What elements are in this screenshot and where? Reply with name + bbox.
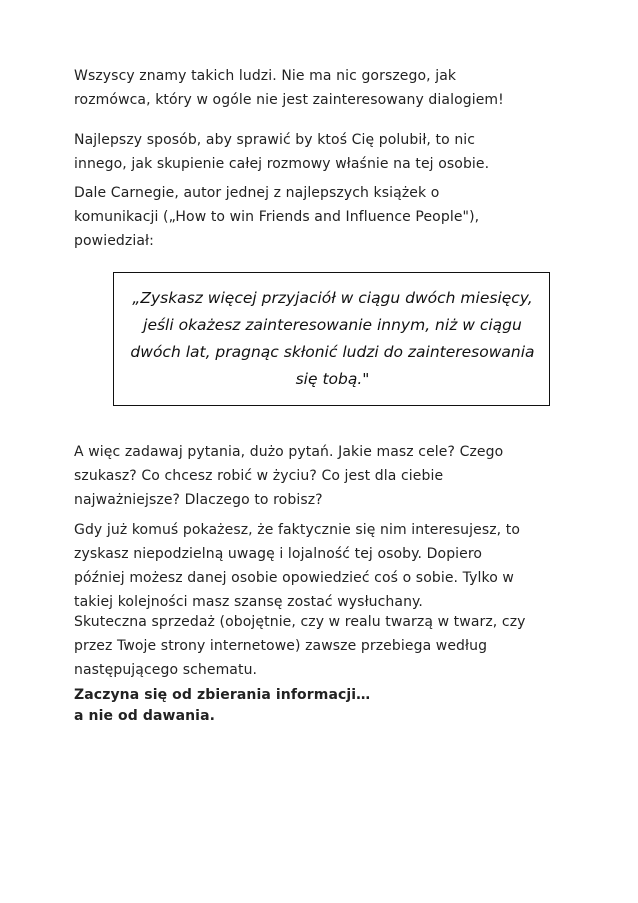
- text-line: przez Twoje strony internetowe) zawsze przebiega według: [74, 638, 488, 654]
- text-line: Dale Carnegie, autor jednej z najlepszych książek o: [74, 185, 440, 201]
- text-line: komunikacji („How to win Friends and Influence People"),: [74, 209, 480, 225]
- quote-line: się tobą.": [295, 370, 370, 388]
- paragraph-best-way: [74, 128, 574, 176]
- text-line: Najlepszy sposób, aby sprawić by ktoś Cię polubił, to nic: [74, 132, 476, 148]
- text-line: Wszyscy znamy takich ludzi. Nie ma nic gorszego, jak: [74, 68, 457, 84]
- paragraph-sales: [74, 610, 574, 682]
- quote-box: [113, 272, 550, 406]
- quote-line: dwóch lat, pragnąc skłonić ludzi do zainteresowania: [130, 343, 535, 361]
- paragraph-conclusion: [74, 685, 574, 727]
- text-line: następującego schematu.: [74, 662, 258, 678]
- text-line: Gdy już komuś pokażesz, że faktycznie się nim interesujesz, to: [74, 522, 521, 538]
- bold-text-line: Zaczyna się od zbierania informacji…: [74, 687, 371, 703]
- text-line: zyskasz niepodzielną uwagę i lojalność tej osoby. Dopiero: [74, 546, 483, 562]
- paragraph-questions: [74, 440, 574, 512]
- quote-line: jeśli okażesz zainteresowanie innym, niż w ciągu: [143, 316, 522, 334]
- text-line: powiedział:: [74, 233, 154, 249]
- text-line: później możesz danej osobie opowiedzieć coś o sobie. Tylko w: [74, 570, 514, 586]
- text-line: innego, jak skupienie całej rozmowy właśnie na tej osobie.: [74, 156, 490, 172]
- text-line: najważniejsze? Dlaczego to robisz?: [74, 492, 323, 508]
- paragraph-carnegie: [74, 181, 574, 253]
- paragraph-attention: [74, 518, 574, 614]
- quote-line: „Zyskasz więcej przyjaciół w ciągu dwóch miesięcy,: [132, 289, 533, 307]
- text-line: A więc zadawaj pytania, dużo pytań. Jakie masz cele? Czego: [74, 444, 504, 460]
- quote-text: [114, 285, 551, 393]
- text-line: takiej kolejności masz szansę zostać wysłuchany.: [74, 594, 423, 610]
- paragraph-intro: [74, 64, 574, 112]
- bold-text-line: a nie od dawania.: [74, 708, 216, 724]
- text-line: Skuteczna sprzedaż (obojętnie, czy w realu twarzą w twarz, czy: [74, 614, 526, 630]
- text-line: szukasz? Co chcesz robić w życiu? Co jest dla ciebie: [74, 468, 444, 484]
- text-line: rozmówca, który w ogóle nie jest zainteresowany dialogiem!: [74, 92, 504, 108]
